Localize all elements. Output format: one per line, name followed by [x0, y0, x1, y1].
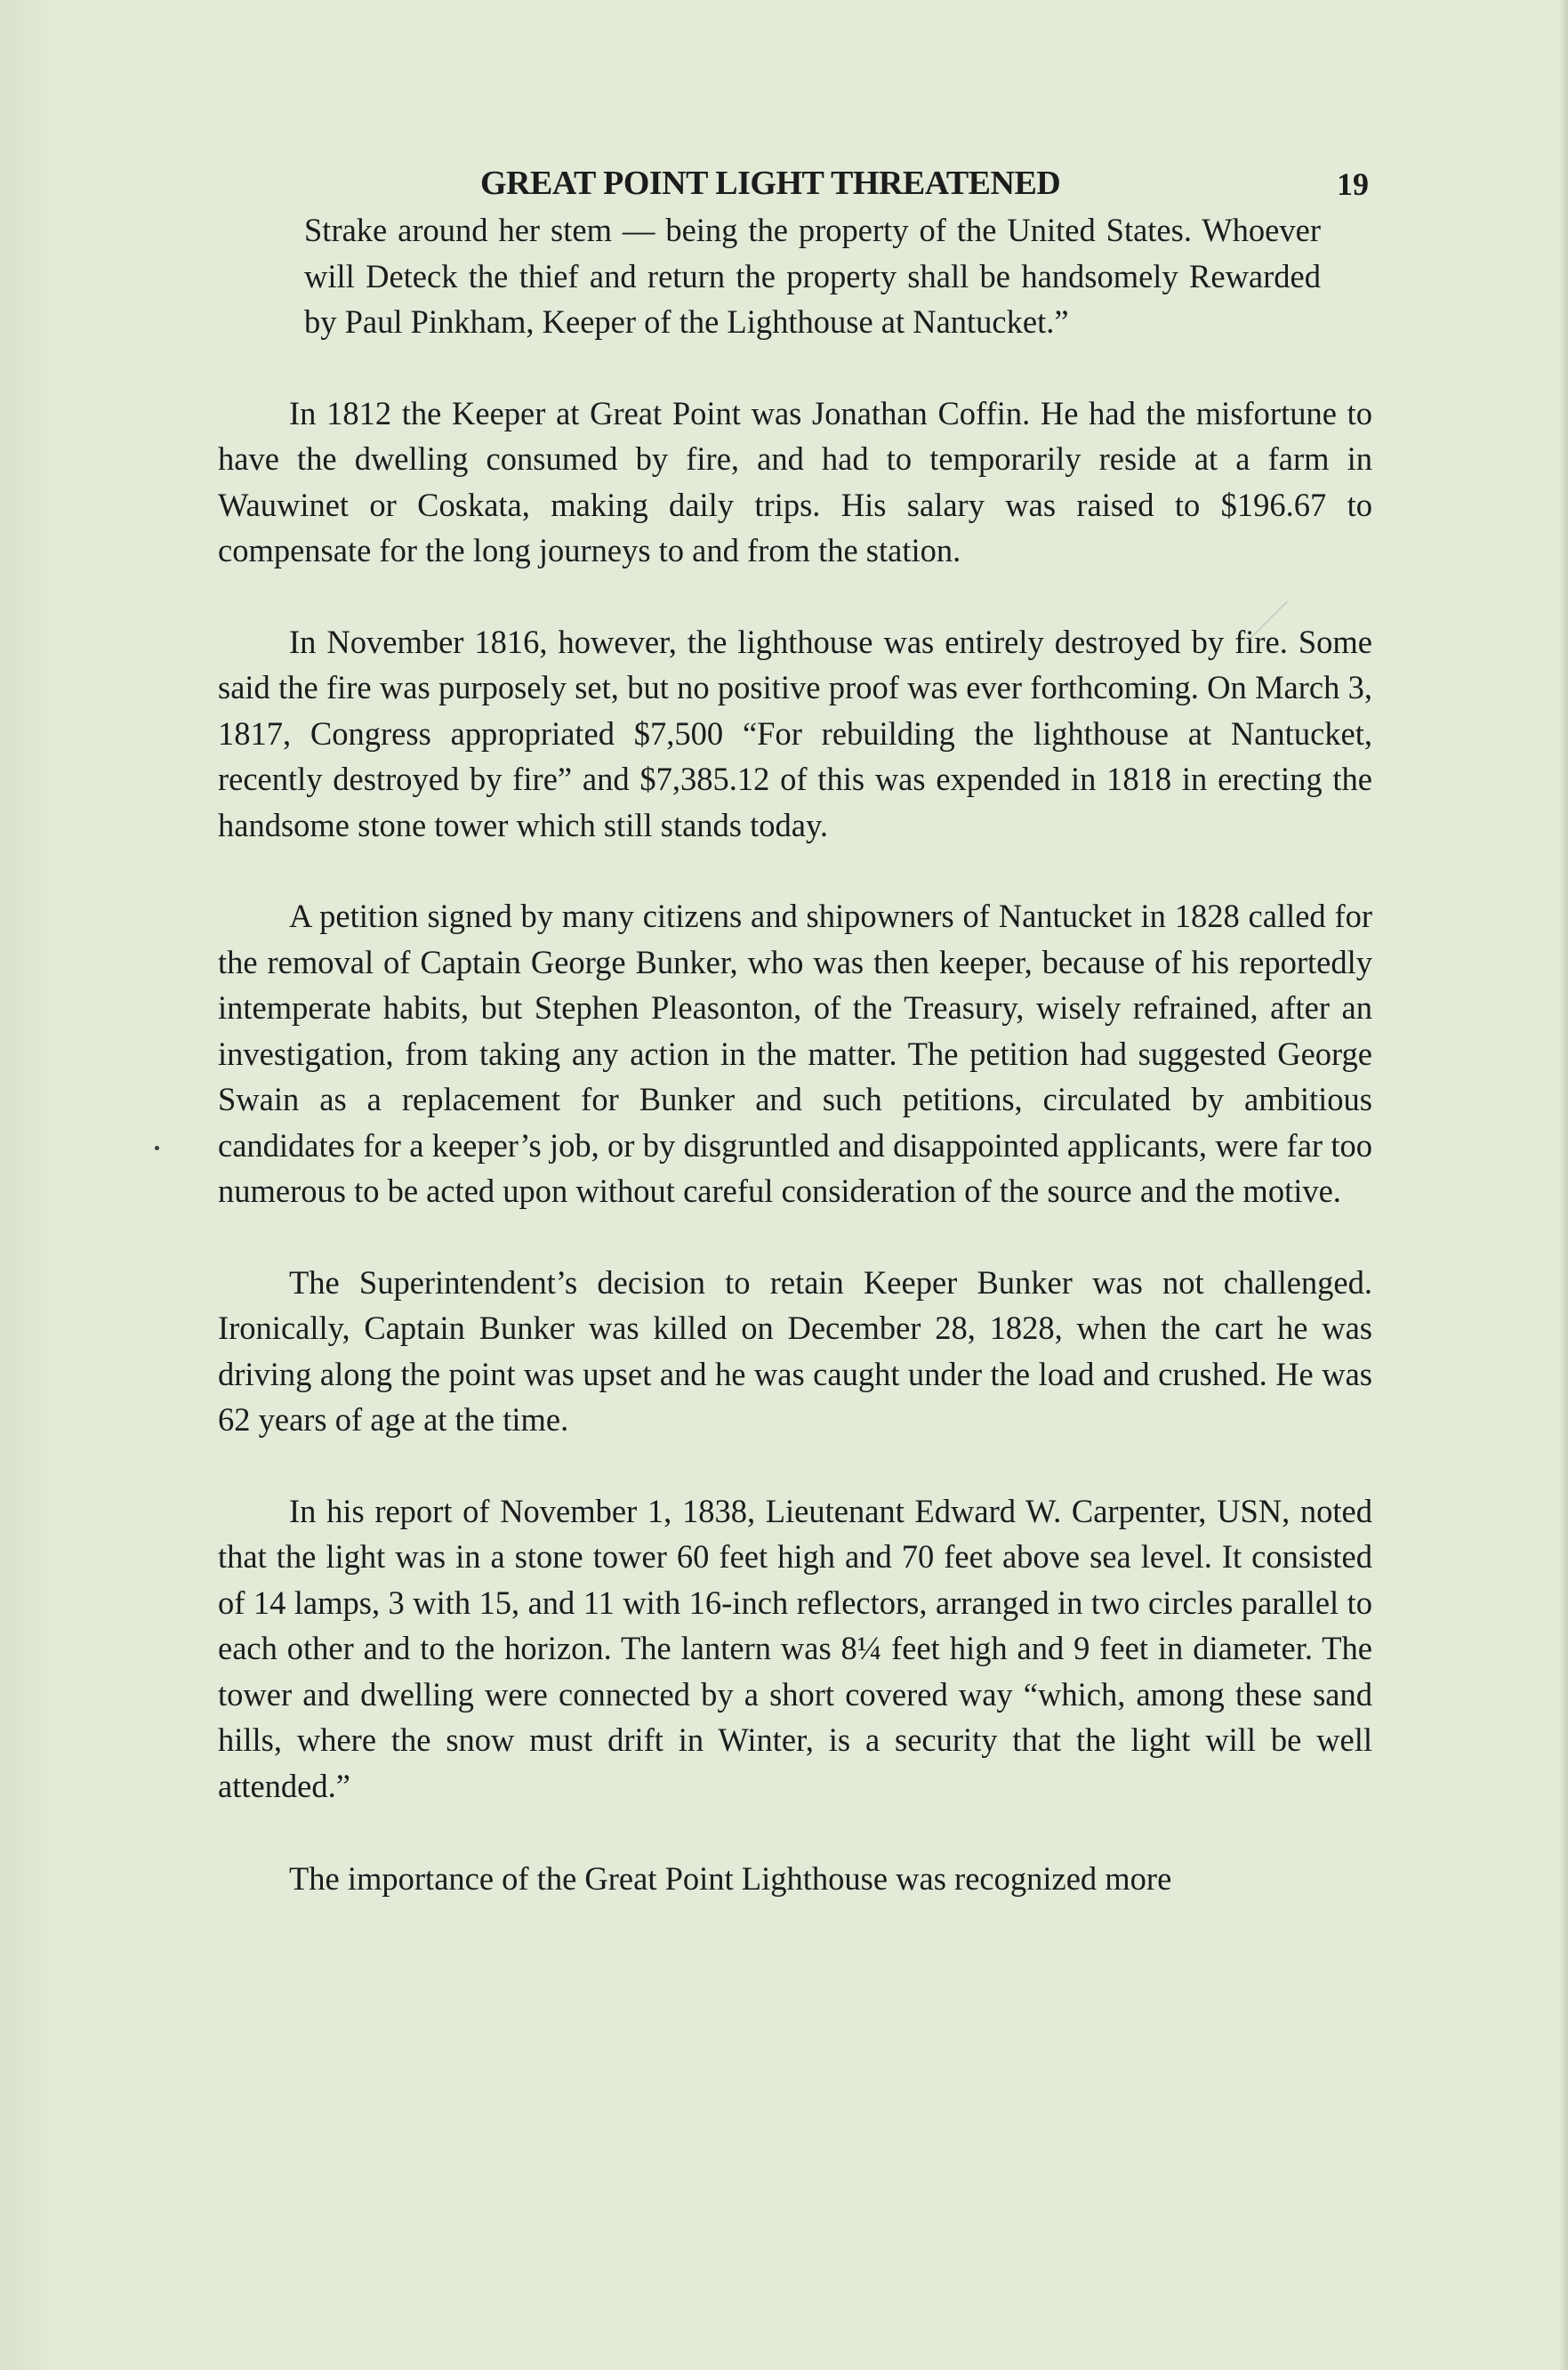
paragraph-fire-1816: In November 1816, however, the lighthouse was entirely destroyed by fire. Some said the fire was purposely set, but no positive proof was ever forthcoming. On March 3, 1817, Congress appropriated $7,500 “For rebuilding the lighthouse at Nantucket, recently destroyed by fire” and $7,385.12 of this was expended in 1818 in erecting the handsome stone tower which still stands today. — [218, 623, 1372, 843]
running-head-title: GREAT POINT LIGHT THREATENED — [480, 165, 1061, 202]
paragraph-quote-continuation: Strake around her stem — being the property of the United States. Whoever will Deteck the thief and return the property shall be handsomely Rewarded by Paul Pinkham, Keeper of the Lighthouse at Nantucket.” — [304, 212, 1321, 340]
page-gutter-shadow — [0, 0, 53, 2370]
running-head — [0, 158, 1568, 208]
paragraph-importance: The importance of the Great Point Lighthouse was recognized more — [289, 1860, 1172, 1897]
paragraph-bunker-decision: The Superintendent’s decision to retain Keeper Bunker was not challenged. Ironically, Captain Bunker was killed on December 28, 1828, when the cart he was driving along the point was upset and he was caught under the load and crushed. He was 62 years of age at the time. — [218, 1263, 1372, 1438]
body-text — [218, 207, 1372, 1902]
ink-speck — [155, 1146, 159, 1150]
page-number: 19 — [1337, 166, 1369, 202]
paragraph-jonathan-coffin: In 1812 the Keeper at Great Point was Jonathan Coffin. He had the misfortune to have the dwelling consumed by fire, and had to temporarily reside at a farm in Wauwinet or Coskata, making daily trips. His salary was raised to $196.67 to compensate for the long journeys to and from the station. — [218, 394, 1372, 568]
paragraph-carpenter-report: In his report of November 1, 1838, Lieutenant Edward W. Carpenter, USN, noted that the light was in a stone tower 60 feet high and 70 feet above sea level. It consisted of 14 lamps, 3 with 15, and 11 with 16-inch reflectors, arranged in two circles parallel to each other and to the horizon. The lantern was 8¼ feet high and 9 feet in diameter. The tower and dwelling were connected by a short covered way “which, among these sand hills, where the snow must drift in Winter, is a security that the light will be well attended.” — [218, 1492, 1372, 1804]
paragraph-petition-1828: A petition signed by many citizens and shipowners of Nantucket in 1828 called for the removal of Captain George Bunker, who was then keeper, because of his reportedly intemperate habits, but Stephen Pleasonton, of the Treasury, wisely refrained, after an investigation, from taking any action in the matter. The petition had suggested George Swain as a replacement for Bunker and such petitions, circulated by ambitious candidates for a keeper’s job, or by disgruntled and disappointed applicants, were far too numerous to be acted upon without careful consideration of the source and the motive. — [218, 898, 1372, 1209]
page-edge — [1559, 0, 1568, 2370]
